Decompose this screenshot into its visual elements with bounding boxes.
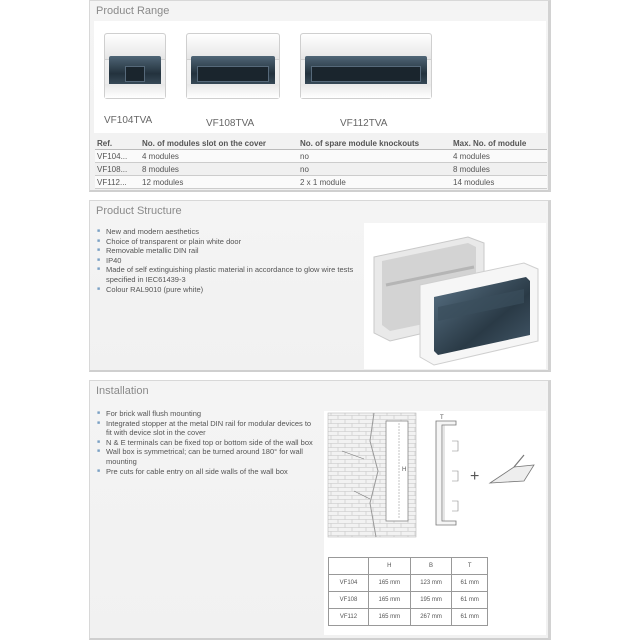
product-image-vf108 (186, 33, 280, 99)
dimensions-table (328, 557, 488, 626)
table-header-row (329, 558, 488, 575)
list-item: ■ Wall box is symmetrical; can be turned around 180° for wall mounting (97, 447, 317, 466)
list-item: ■ Removable metallic DIN rail (97, 246, 362, 256)
thickness-dim-label: T (440, 415, 444, 421)
table-cell: VF112... (95, 176, 140, 189)
table-cell: 4 modules (451, 150, 547, 163)
installation-feature-list (97, 409, 317, 476)
table-cell: 165 mm (369, 592, 411, 609)
column-header: No. of modules slot on the cover (140, 138, 298, 150)
product-range-title: Product Range (96, 5, 170, 17)
wall-box-illustration (364, 223, 546, 369)
column-header: Ref. (95, 138, 140, 150)
product-image-vf104 (104, 33, 166, 99)
product-range-table (95, 138, 547, 189)
table-row (95, 176, 547, 189)
list-item: ■ New and modern aesthetics (97, 227, 362, 237)
table-cell: 4 modules (140, 150, 298, 163)
installation-drawing (324, 411, 546, 541)
trowel-icon (490, 465, 534, 483)
column-header: T (452, 558, 488, 575)
product-label-vf108: VF108TVA (206, 118, 255, 129)
table-cell: VF108... (95, 163, 140, 176)
list-item: ■ Pre cuts for cable entry on all side walls of the wall box (97, 467, 317, 477)
table-row (95, 150, 547, 163)
product-image-vf112 (300, 33, 432, 99)
table-cell: 61 mm (452, 575, 488, 592)
table-row (95, 163, 547, 176)
product-label-vf104: VF104TVA (104, 115, 153, 126)
table-cell: 165 mm (369, 575, 411, 592)
column-header: Max. No. of module (451, 138, 547, 150)
table-cell: 195 mm (410, 592, 452, 609)
table-cell: 12 modules (140, 176, 298, 189)
table-cell: 267 mm (410, 609, 452, 626)
plus-sign: + (470, 468, 480, 485)
product-label-vf112: VF112TVA (340, 118, 388, 129)
list-item: ■ N & E terminals can be fixed top or bottom side of the wall box (97, 438, 317, 448)
installation-title: Installation (96, 385, 149, 397)
product-structure-panel (89, 200, 551, 372)
table-cell: 123 mm (410, 575, 452, 592)
installation-drawing-area (324, 411, 546, 635)
column-header: No. of spare module knockouts (298, 138, 451, 150)
table-row (329, 609, 488, 626)
column-header (329, 558, 369, 575)
table-cell: 61 mm (452, 592, 488, 609)
list-item: ■ Choice of transparent or plain white door (97, 237, 362, 247)
table-cell: 14 modules (451, 176, 547, 189)
product-structure-title: Product Structure (96, 205, 182, 217)
column-header: H (369, 558, 411, 575)
table-cell: no (298, 150, 451, 163)
table-cell: VF104 (329, 575, 369, 592)
table-cell: VF104... (95, 150, 140, 163)
table-cell: 165 mm (369, 609, 411, 626)
table-cell: 61 mm (452, 609, 488, 626)
table-cell: 8 modules (140, 163, 298, 176)
structure-feature-list (97, 227, 362, 294)
table-row (329, 592, 488, 609)
installation-panel (89, 380, 551, 640)
height-dim-label: H (402, 467, 407, 473)
product-structure-image (364, 223, 546, 369)
table-cell: VF112 (329, 609, 369, 626)
list-item: ■ Colour RAL9010 (pure white) (97, 285, 362, 295)
table-cell: 8 modules (451, 163, 547, 176)
product-range-panel (89, 0, 551, 192)
column-header: B (410, 558, 452, 575)
product-range-images (94, 21, 546, 133)
table-cell: VF108 (329, 592, 369, 609)
list-item: ■ For brick wall flush mounting (97, 409, 317, 419)
list-item: ■ Integrated stopper at the metal DIN rail for modular devices to fit with device slot in the cover (97, 419, 317, 438)
table-cell: no (298, 163, 451, 176)
list-item: ■ Made of self extinguishing plastic material in accordance to glow wire tests specified in IEC61439-3 (97, 265, 362, 284)
table-row (329, 575, 488, 592)
table-header-row (95, 138, 547, 150)
table-cell: 2 x 1 module (298, 176, 451, 189)
list-item: ■ IP40 (97, 256, 362, 266)
